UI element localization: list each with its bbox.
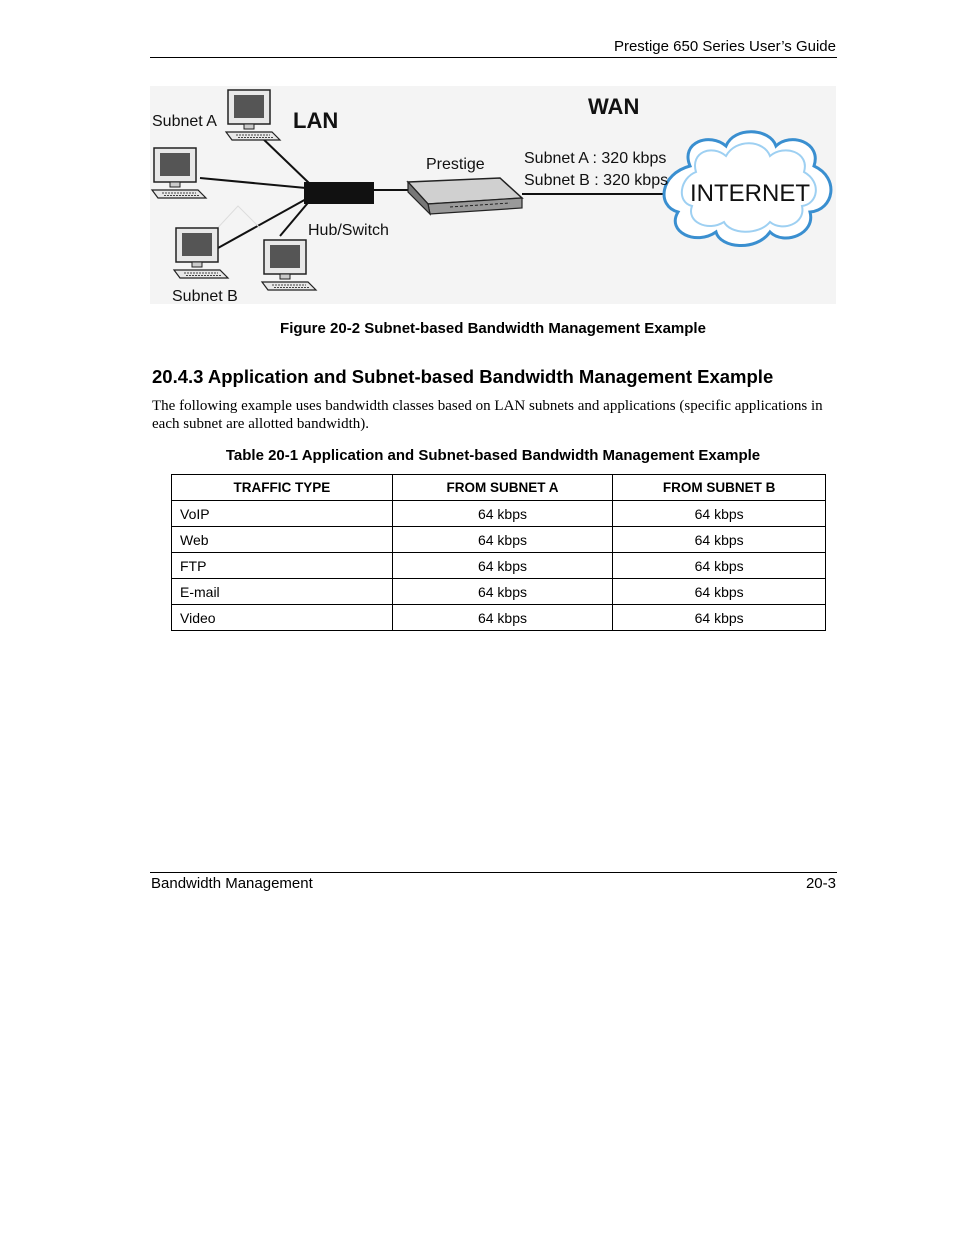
subnet-a-rate-label: Subnet A : 320 kbps <box>524 150 667 167</box>
table-row <box>172 553 826 579</box>
link-pc2-hub <box>200 178 306 188</box>
section-heading: 20.4.3 Application and Subnet-based Bandwidth Management Example <box>152 366 774 387</box>
column-header: TRAFFIC TYPE <box>172 475 393 501</box>
subnet-a-cell: 64 kbps <box>392 605 613 631</box>
running-header: Prestige 650 Series User’s Guide <box>613 38 836 55</box>
router-icon <box>408 178 522 214</box>
internet-label: INTERNET <box>690 180 810 207</box>
hub-switch-icon <box>304 182 374 204</box>
wan-label: WAN <box>588 94 640 119</box>
subnet-b-cell: 64 kbps <box>613 501 826 527</box>
table-row <box>172 605 826 631</box>
table-header-row <box>172 475 826 501</box>
column-header: FROM SUBNET B <box>613 475 826 501</box>
hub-switch-label: Hub/Switch <box>308 222 389 239</box>
computer-icon <box>262 240 316 290</box>
traffic-type-cell: E-mail <box>172 579 393 605</box>
traffic-type-cell: Web <box>172 527 393 553</box>
computer-icon <box>152 148 206 198</box>
subnet-b-rate-label: Subnet B : 320 kbps <box>524 172 669 189</box>
traffic-type-cell: FTP <box>172 553 393 579</box>
table-row <box>172 579 826 605</box>
table-caption: Table 20-1 Application and Subnet-based Bandwidth Management Example <box>225 447 761 464</box>
subnet-a-cell: 64 kbps <box>392 501 613 527</box>
computer-icon <box>226 90 280 140</box>
body-paragraph: The following example uses bandwidth classes based on LAN subnets and applications (specific applications in each subnet are allotted bandwidth). <box>152 398 823 432</box>
subnet-b-cell: 64 kbps <box>613 579 826 605</box>
bandwidth-table <box>171 474 826 631</box>
footer-chapter-title: Bandwidth Management <box>151 875 313 892</box>
table-row <box>172 527 826 553</box>
footer-rule <box>150 872 837 873</box>
network-diagram <box>150 86 836 304</box>
subnet-b-cell: 64 kbps <box>613 605 826 631</box>
subnet-b-cell: 64 kbps <box>613 527 826 553</box>
lan-label: LAN <box>293 108 339 133</box>
subnet-b-cell: 64 kbps <box>613 553 826 579</box>
table-row <box>172 501 826 527</box>
prestige-label: Prestige <box>426 156 485 173</box>
subnet-a-cell: 64 kbps <box>392 579 613 605</box>
subnet-a-cell: 64 kbps <box>392 553 613 579</box>
computer-icon <box>174 228 228 278</box>
column-header: FROM SUBNET A <box>392 475 613 501</box>
figure-caption: Figure 20-2 Subnet-based Bandwidth Management Example <box>280 320 706 337</box>
traffic-type-cell: Video <box>172 605 393 631</box>
subnet-a-label: Subnet A <box>152 113 217 130</box>
subnet-a-cell: 64 kbps <box>392 527 613 553</box>
footer-page-number: 20-3 <box>805 875 836 892</box>
header-rule <box>150 57 837 58</box>
traffic-type-cell: VoIP <box>172 501 393 527</box>
subnet-b-label: Subnet B <box>172 288 238 304</box>
link-pc1-hub <box>258 134 310 184</box>
